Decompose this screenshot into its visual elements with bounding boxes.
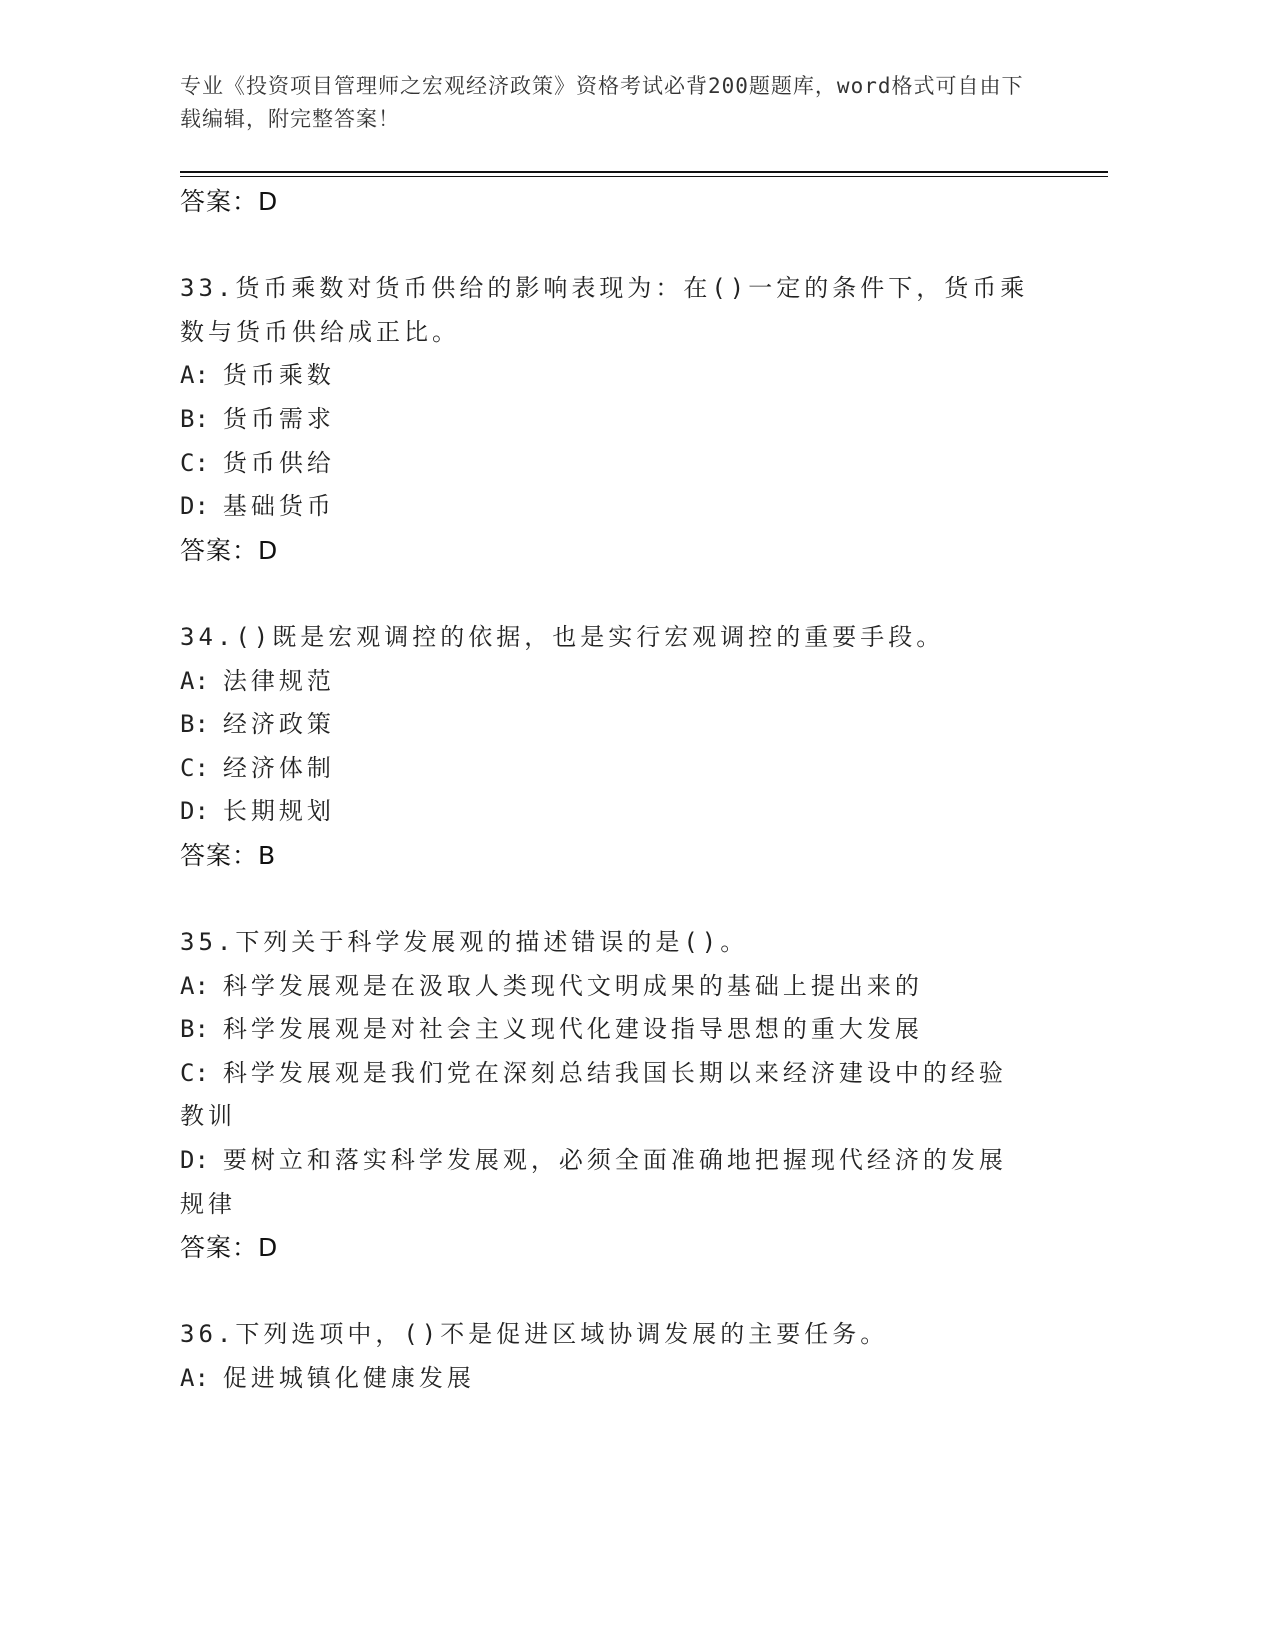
option-text: 货币供给 bbox=[222, 448, 335, 477]
previous-answer-block bbox=[180, 180, 1032, 224]
option-text: 促进城镇化健康发展 bbox=[222, 1364, 475, 1393]
option-text: 基础货币 bbox=[222, 492, 335, 521]
option-item bbox=[180, 747, 1032, 791]
option-letter: A: bbox=[180, 361, 209, 390]
answer-line: 答案：B bbox=[180, 840, 277, 870]
option-letter: A: bbox=[180, 971, 209, 1000]
question-stem: 35.下列关于科学发展观的描述错误的是()。 bbox=[180, 928, 749, 957]
option-letter: D: bbox=[180, 492, 209, 521]
option-text: 法律规范 bbox=[222, 666, 335, 695]
option-item bbox=[180, 442, 1032, 486]
option-item bbox=[180, 1139, 1032, 1226]
header-rule-top bbox=[180, 171, 1108, 173]
option-item bbox=[180, 1008, 1032, 1052]
option-text: 科学发展观是对社会主义现代化建设指导思想的重大发展 bbox=[222, 1015, 923, 1044]
option-text: 科学发展观是在汲取人类现代文明成果的基础上提出来的 bbox=[222, 971, 923, 1000]
question-stem: 33.货币乘数对货币供给的影响表现为：在()一定的条件下，货币乘数与货币供给成正比。 bbox=[180, 274, 1029, 346]
option-letter: C: bbox=[180, 753, 209, 782]
header-rule-bottom bbox=[180, 176, 1108, 177]
option-text: 经济体制 bbox=[222, 753, 335, 782]
answer-line: 答案：D bbox=[180, 187, 279, 216]
option-text: 货币乘数 bbox=[222, 361, 335, 390]
question-stem: 34.()既是宏观调控的依据，也是实行宏观调控的重要手段。 bbox=[180, 622, 945, 651]
option-letter: C: bbox=[180, 448, 209, 477]
question-stem: 36.下列选项中，()不是促进区域协调发展的主要任务。 bbox=[180, 1320, 889, 1349]
option-item bbox=[180, 965, 1032, 1009]
option-text: 经济政策 bbox=[222, 710, 335, 739]
question-block bbox=[180, 921, 1032, 1270]
question-list bbox=[180, 180, 1032, 1444]
question-block bbox=[180, 267, 1032, 572]
option-letter: A: bbox=[180, 1364, 209, 1393]
question-block bbox=[180, 616, 1032, 878]
option-text: 要树立和落实科学发展观，必须全面准确地把握现代经济的发展规律 bbox=[180, 1146, 1007, 1218]
option-item bbox=[180, 354, 1032, 398]
answer-line: 答案：D bbox=[180, 535, 279, 565]
option-item bbox=[180, 660, 1032, 704]
option-letter: B: bbox=[180, 710, 209, 739]
option-letter: D: bbox=[180, 1146, 209, 1175]
option-item bbox=[180, 398, 1032, 442]
question-block bbox=[180, 1313, 1032, 1400]
option-text: 货币需求 bbox=[222, 404, 335, 433]
option-item bbox=[180, 485, 1032, 529]
option-letter: A: bbox=[180, 666, 209, 695]
option-item bbox=[180, 703, 1032, 747]
option-letter: D: bbox=[180, 797, 209, 826]
document-header: 专业《投资项目管理师之宏观经济政策》资格考试必背200题题库，word格式可自由下载编辑，附完整答案！ bbox=[180, 74, 1024, 131]
option-letter: B: bbox=[180, 404, 209, 433]
option-item bbox=[180, 1357, 1032, 1401]
answer-line: 答案：D bbox=[180, 1233, 279, 1263]
option-text: 科学发展观是我们党在深刻总结我国长期以来经济建设中的经验教训 bbox=[180, 1058, 1007, 1131]
option-letter: C: bbox=[180, 1058, 209, 1087]
option-item bbox=[180, 790, 1032, 834]
option-letter: B: bbox=[180, 1015, 209, 1044]
option-item bbox=[180, 1052, 1032, 1139]
option-text: 长期规划 bbox=[222, 797, 335, 826]
